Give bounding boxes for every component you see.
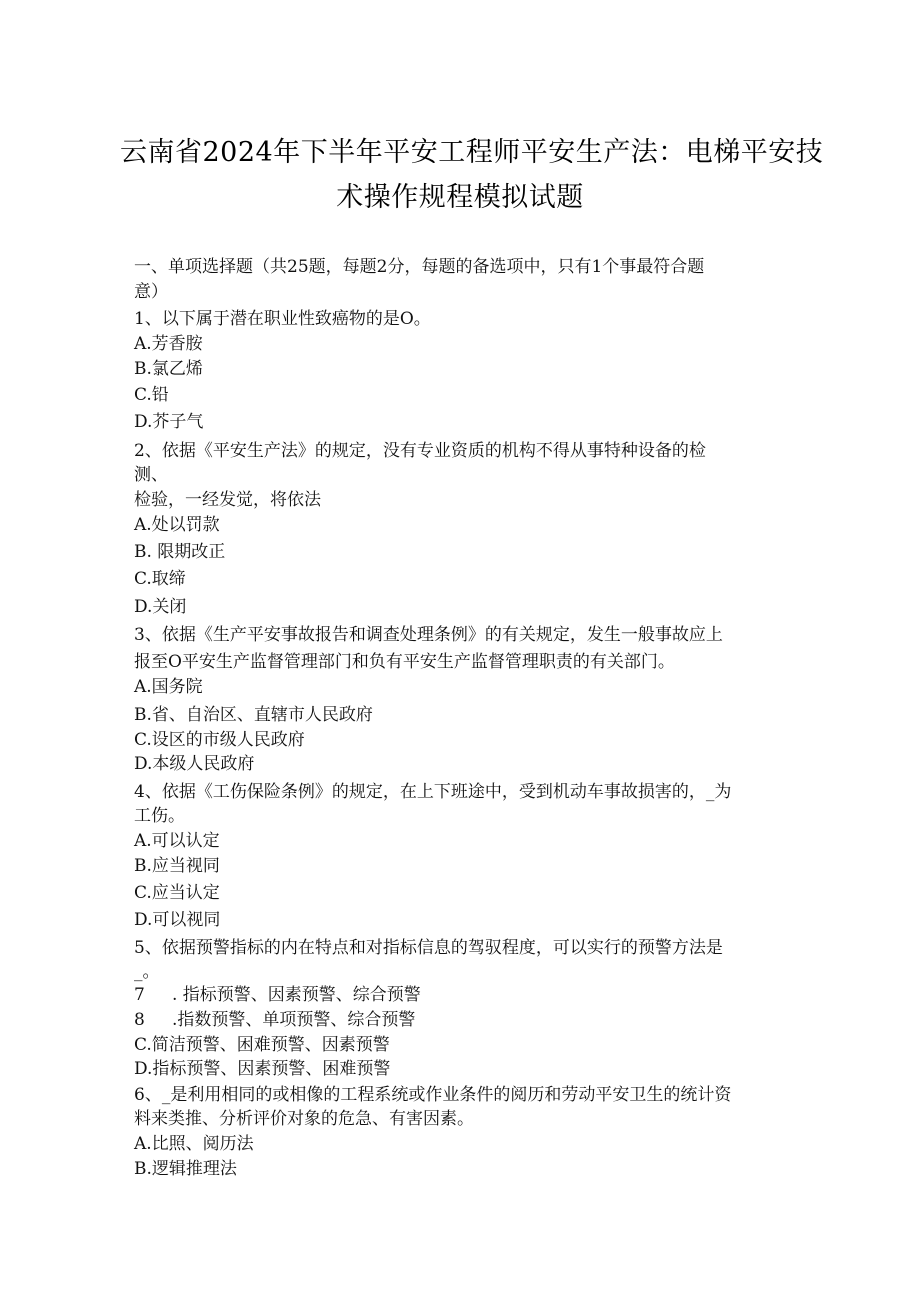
question-3-option-d: D.本级人民政府 <box>134 754 255 774</box>
question-5-option-a-number: 7 <box>134 985 145 1005</box>
question-3-option-b: B.省、自治区、直辖市人民政府 <box>134 705 373 725</box>
question-3-stem-line-1: 3、依据《生产平安事故报告和调查处理条例》的有关规定，发生一般事故应上 <box>134 625 723 645</box>
question-4-stem-line-2: 工伤。 <box>134 806 185 826</box>
question-1-option-b: B.氯乙烯 <box>134 359 203 379</box>
question-6-stem-line-2: 料来类推、分析评价对象的危急、有害因素。 <box>134 1109 474 1129</box>
question-5-stem-line-1: 5、依据预警指标的内在特点和对指标信息的驾驭程度，可以实行的预警方法是 <box>134 938 723 958</box>
question-3-option-a: A.国务院 <box>134 677 203 697</box>
document-title-line-1: 云南省2024年下半年平安工程师平安生产法：电梯平安技 <box>120 137 824 168</box>
question-4-option-d: D.可以视同 <box>134 910 221 930</box>
section-heading-line-2: 意） <box>134 282 168 302</box>
question-2-stem-line-1: 2、依据《平安生产法》的规定，没有专业资质的机构不得从事特种设备的检 <box>134 441 706 461</box>
question-5-option-b-number: 8 <box>134 1010 145 1030</box>
question-1-option-c: C.铅 <box>134 385 169 405</box>
question-3-option-c: C.设区的市级人民政府 <box>134 730 305 750</box>
question-6-option-b: B.逻辑推理法 <box>134 1159 237 1179</box>
question-2-option-a: A.处以罚款 <box>134 515 220 535</box>
question-1-option-d: D.芥子气 <box>134 412 204 432</box>
question-5-option-b-text: .指数预警、单项预警、综合预警 <box>172 1010 416 1030</box>
question-4-option-c: C.应当认定 <box>134 883 220 903</box>
question-6-option-a: A.比照、阅历法 <box>134 1134 254 1154</box>
question-1-stem: 1、以下属于潜在职业性致癌物的是O。 <box>134 309 431 329</box>
question-5-stem-line-2: _。 <box>134 962 160 982</box>
question-4-option-a: A.可以认定 <box>134 831 220 851</box>
question-5-option-a <box>134 985 421 1005</box>
question-1-option-a: A.芳香胺 <box>134 334 203 354</box>
question-5-option-c: C.简洁预警、困难预警、因素预警 <box>134 1035 390 1055</box>
document-title-line-2: 术操作规程模拟试题 <box>336 182 584 213</box>
question-5-option-a-text: . 指标预警、因素预警、综合预警 <box>172 985 421 1005</box>
question-5-option-d: D.指标预警、因素预警、困难预警 <box>134 1059 391 1079</box>
question-5-option-b <box>134 1010 415 1030</box>
question-2-option-b: B. 限期改正 <box>134 542 226 562</box>
question-2-option-c: C.取缔 <box>134 569 186 589</box>
question-6-stem-line-1: 6、_是利用相同的或相像的工程系统或作业条件的阅历和劳动平安卫生的统计资 <box>134 1085 732 1105</box>
question-2-option-d: D.关闭 <box>134 597 187 617</box>
question-3-stem-line-2: 报至O平安生产监督管理部门和负有平安生产监督管理职责的有关部门。 <box>134 652 675 672</box>
question-4-stem-line-1: 4、依据《工伤保险条例》的规定，在上下班途中，受到机动车事故损害的，_为 <box>134 782 732 802</box>
question-4-option-b: B.应当视同 <box>134 856 220 876</box>
question-2-stem-line-2: 测、 <box>134 465 168 485</box>
question-2-stem-line-3: 检验，一经发觉，将依法 <box>134 490 321 510</box>
section-heading-line-1: 一、单项选择题（共25题，每题2分，每题的备选项中，只有1个事最符合题 <box>134 257 705 277</box>
